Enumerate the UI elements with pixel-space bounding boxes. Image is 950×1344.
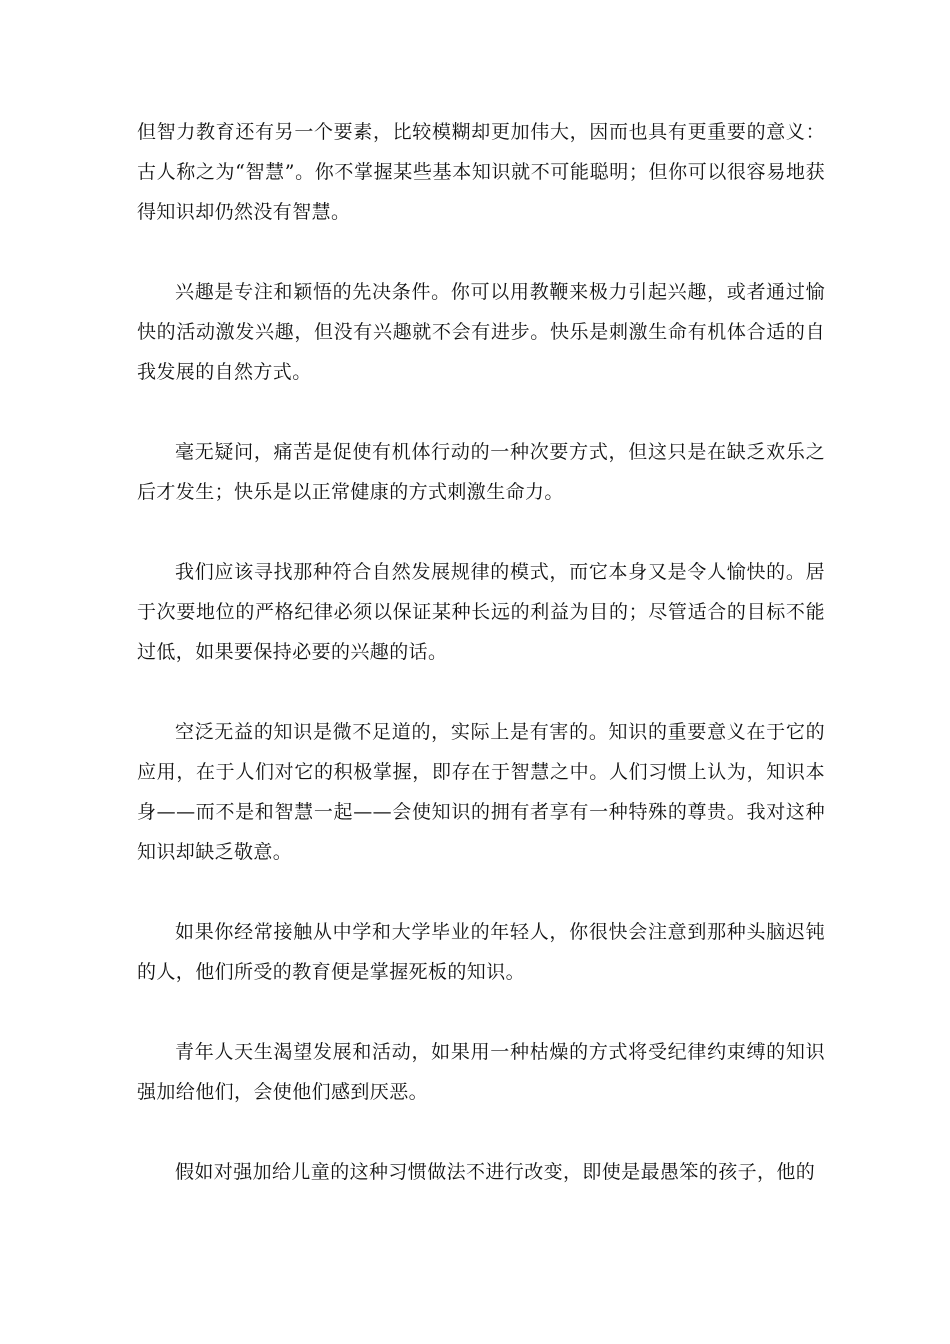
paragraph-6: 如果你经常接触从中学和大学毕业的年轻人，你很快会注意到那种头脑迟钝的人，他们所受的教育便是掌握死板的知识。	[137, 921, 825, 983]
paragraph-5: 空泛无益的知识是微不足道的，实际上是有害的。知识的重要意义在于它的应用，在于人们对它的积极掌握，即存在于智慧之中。人们习惯上认为，知识本身——而不是和智慧一起——会使知识的拥有者享有一种特殊的尊贵。我对这种知识却缺乏敬意。	[137, 721, 825, 863]
paragraph-1: 但智力教育还有另一个要素，比较模糊却更加伟大，因而也具有更重要的意义：古人称之为“智慧”。你不掌握某些基本知识就不可能聪明；但你可以很容易地获得知识却仍然没有智慧。	[137, 121, 825, 223]
paragraph-8: 假如对强加给儿童的这种习惯做法不进行改变，即使是最愚笨的孩子，他的	[175, 1161, 816, 1183]
document-body	[137, 112, 825, 1232]
paragraph-7: 青年人天生渴望发展和活动，如果用一种枯燥的方式将受纪律约束缚的知识强加给他们，会使他们感到厌恶。	[137, 1041, 825, 1103]
paragraph-4: 我们应该寻找那种符合自然发展规律的模式，而它本身又是令人愉快的。居于次要地位的严格纪律必须以保证某种长远的利益为目的；尽管适合的目标不能过低，如果要保持必要的兴趣的话。	[137, 561, 825, 663]
paragraph-2: 兴趣是专注和颖悟的先决条件。你可以用教鞭来极力引起兴趣，或者通过愉快的活动激发兴趣，但没有兴趣就不会有进步。快乐是刺激生命有机体合适的自我发展的自然方式。	[137, 281, 825, 383]
paragraph-3: 毫无疑问，痛苦是促使有机体行动的一种次要方式，但这只是在缺乏欢乐之后才发生；快乐是以正常健康的方式刺激生命力。	[137, 441, 825, 503]
